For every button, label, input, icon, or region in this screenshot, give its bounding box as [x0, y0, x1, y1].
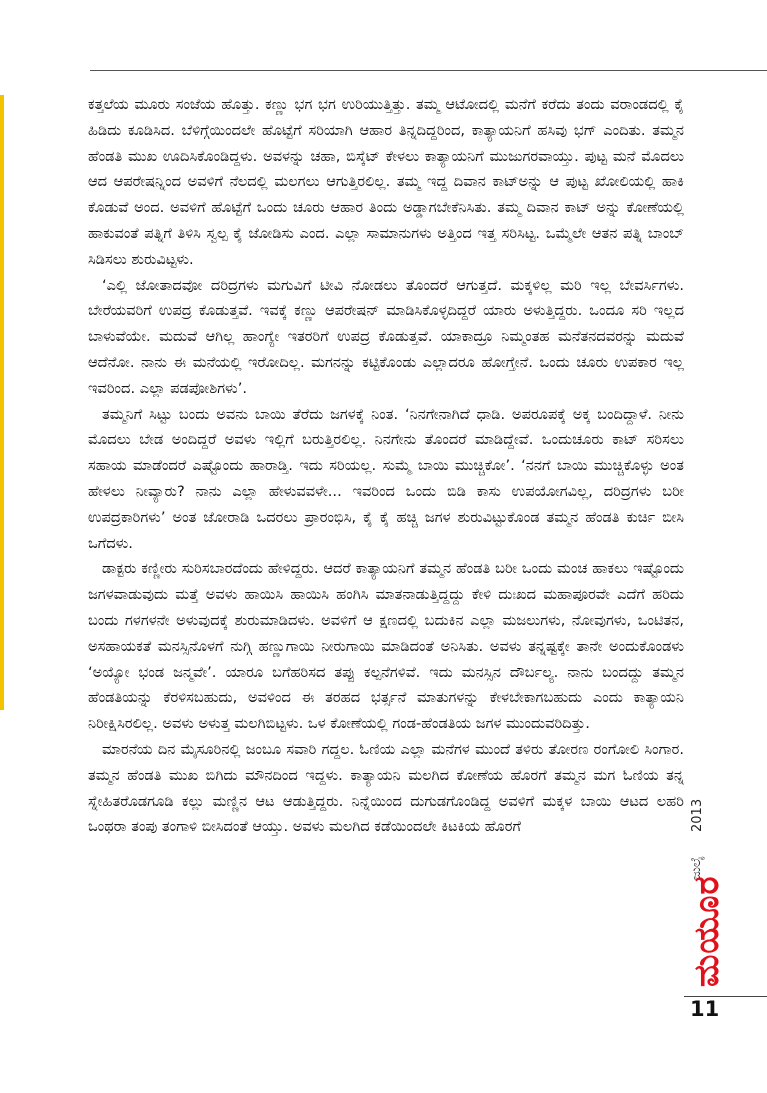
magazine-title: ಮಯೂರ: [687, 875, 727, 987]
issue-month: ಜುಲೈ: [689, 856, 704, 880]
page-number: 11: [690, 997, 720, 1021]
paragraph-5: ಮಾರನೆಯ ದಿನ ಮೈಸೂರಿನಲ್ಲಿ ಜಂಬೂ ಸವಾರಿ ಗದ್ದಲ. ಓಣಿಯ ಎಲ್ಲಾ ಮನೆಗಳ ಮುಂದೆ ತಳಿರು ತೋರಣ ರಂಗೋಲಿ ಸಿಂಗಾರ. ತಮ್ಮನ ಹೆಂಡತಿ ಮುಖ ಬಿಗಿದು ಮೌನದಿಂದ ಇದ್ದಳು. ಕಾತ್ಯಾಯನಿ ಮಲಗಿದ ಕೋಣೆಯ ಹೊರಗೆ ತಮ್ಮನ ಮಗ ಓಣಿಯ ತನ್ನ ಸ್ನೇಹಿತರೊಡಗೂಡಿ ಕಲ್ಲು ಮಣ್ಣಿನ ಆಟ ಆಡುತ್ತಿದ್ದರು. ನಿನ್ನೆಯಿಂದ ದುಗುಡಗೊಂಡಿದ್ದ ಅವಳಿಗೆ ಮಕ್ಕಳ ಬಾಯಿ ಆಟದ ಲಹರಿ ಒಂಥರಾ ತಂಪು ತಂಗಾಳಿ ಬೀಸಿದಂತೆ ಆಯ್ತು. ಅವಳು ಮಲಗಿದ ಕಡೆಯಿಂದಲೇ ಕಿಟಕಿಯ ಹೊರಗೆ: [88, 740, 684, 836]
top-rule: [90, 70, 767, 71]
issue-year: 2013: [690, 798, 705, 832]
paragraph-3: ತಮ್ಮನಿಗೆ ಸಿಟ್ಟು ಬಂದು ಅವನು ಬಾಯಿ ತೆರೆದು ಜಗಳಕ್ಕೆ ನಿಂತ. ‘ನಿನಗೇನಾಗಿದೆ ಧಾಡಿ. ಅಪರೂಪಕ್ಕೆ ಅಕ್ಕ ಬಂದಿದ್ದಾಳೆ. ನೀನು ಮೊದಲು ಬೇಡ ಅಂದಿದ್ದರೆ ಅವಳು ಇಲ್ಲಿಗೆ ಬರುತ್ತಿರಲಿಲ್ಲ. ನಿನಗೇನು ತೊಂದರೆ ಮಾಡಿದ್ದೇವೆ. ಒಂದುಚೂರು ಕಾಟ್ ಸರಿಸಲು ಸಹಾಯ ಮಾಡೆಂದರೆ ಎಷ್ಟೊಂದು ಹಾರಾಡ್ತಿ. ಇದು ಸರಿಯಲ್ಲ. ಸುಮ್ಮೆ ಬಾಯಿ ಮುಚ್ಚಿಕೋ’. ‘ನನಗೆ ಬಾಯಿ ಮುಚ್ಚಿಕೊಳ್ಳು ಅಂತ ಹೇಳಲು ನೀವ್ಯಾರು? ನಾನು ಎಲ್ಲಾ ಹೇಳುವವಳೇ... ಇವರಿಂದ ಒಂದು ಬಿಡಿ ಕಾಸು ಉಪಯೋಗವಿಲ್ಲ, ದರಿದ್ರಗಳು ಬರೀ ಉಪದ್ರಕಾರಿಗಳು’ ಅಂತ ಜೋರಾಡಿ ಒದರಲು ಪ್ರಾರಂಭಿಸಿ, ಕೈ ಕೈ ಹಚ್ಚಿ ಜಗಳ ಶುರುವಿಟ್ಟುಕೊಂಡ ತಮ್ಮನ ಹೆಂಡತಿ ಕುರ್ಚಿ ಬೀಸಿ ಒಗೆದಳು.: [88, 405, 684, 552]
left-edge-stripe: [0, 95, 4, 710]
article-body: [88, 92, 684, 840]
paragraph-1: ಕತ್ತಲೆಯ ಮೂರು ಸಂಜೆಯ ಹೊತ್ತು. ಕಣ್ಣು ಭಗ ಭಗ ಉರಿಯುತ್ತಿತ್ತು. ತಮ್ಮ ಆಟೋದಲ್ಲಿ ಮನೆಗೆ ಕರೆದು ತಂದು ವರಾಂಡದಲ್ಲಿ ಕೈ ಹಿಡಿದು ಕೂಡಿಸಿದ. ಬೆಳಿಗ್ಗೆಯಿಂದಲೇ ಹೊಟ್ಟೆಗೆ ಸರಿಯಾಗಿ ಆಹಾರ ತಿನ್ನದಿದ್ದರಿಂದ, ಕಾತ್ಯಾಯನಿಗೆ ಹಸಿವು ಭಗ್ ಎಂದಿತು. ತಮ್ಮನ ಹೆಂಡತಿ ಮುಖ ಊದಿಸಿಕೊಂಡಿದ್ದಳು. ಅವಳನ್ನು ಚಹಾ, ಬಿಸ್ಕೆಟ್ ಕೇಳಲು ಕಾತ್ಯಾಯನಿಗೆ ಮುಜುಗರವಾಯ್ತು. ಪುಟ್ಟ ಮನೆ ಮೊದಲು ಆದ ಆಪರೇಷನ್ನಿಂದ ಅವಳಿಗೆ ನೆಲದಲ್ಲಿ ಮಲಗಲು ಆಗುತ್ತಿರಲಿಲ್ಲ. ತಮ್ಮ ಇದ್ದ ದಿವಾನ ಕಾಟ್‌ಅನ್ನು ಆ ಪುಟ್ಟ ಖೋಲಿಯಲ್ಲಿ ಹಾಕಿ ಕೊಡುವೆ ಅಂದ. ಅವಳಿಗೆ ಹೊಟ್ಟೆಗೆ ಒಂದು ಚೂರು ಆಹಾರ ತಿಂದು ಅಡ್ಡಾಗಬೇಕೆನಿಸಿತು. ತಮ್ಮ ದಿವಾನ ಕಾಟ್ ಅನ್ನು ಕೋಣೆಯಲ್ಲಿ ಹಾಕುವಂತೆ ಪತ್ನಿಗೆ ತಿಳಿಸಿ ಸ್ವಲ್ಪ ಕೈ ಜೋಡಿಸು ಎಂದ. ಎಲ್ಲಾ ಸಾಮಾನುಗಳು ಅತ್ತಿಂದ ಇತ್ತ ಸರಿಸಿಟ್ಟ. ಒಮ್ಮೆಲೇ ಆತನ ಪತ್ನಿ ಬಾಂಬ್ ಸಿಡಿಸಲು ಶುರುವಿಟ್ಟಳು.: [88, 96, 684, 268]
paragraph-4: ಡಾಕ್ಟರು ಕಣ್ಣೀರು ಸುರಿಸಬಾರದೆಂದು ಹೇಳಿದ್ದರು. ಆದರೆ ಕಾತ್ಯಾಯನಿಗೆ ತಮ್ಮನ ಹೆಂಡತಿ ಬರೀ ಒಂದು ಮಂಚ ಹಾಕಲು ಇಷ್ಟೊಂದು ಜಗಳವಾಡುವುದು ಮತ್ತೆ ಅವಳು ಹಾಯಿಸಿ ಹಾಯಿಸಿ ಹಂಗಿಸಿ ಮಾತನಾಡುತ್ತಿದ್ದದ್ದು ಕೇಳಿ ದುಃಖದ ಮಹಾಪೂರವೇ ಎದೆಗೆ ಹರಿದು ಬಂದು ಗಳಗಳನೇ ಅಳುವುದಕ್ಕೆ ಶುರುಮಾಡಿದಳು. ಅವಳಿಗೆ ಆ ಕ್ಷಣದಲ್ಲಿ ಬದುಕಿನ ಎಲ್ಲಾ ಮಜಲುಗಳು, ನೋವುಗಳು, ಒಂಟಿತನ, ಅಸಹಾಯಕತೆ ಮನಸ್ಸಿನೊಳಗೆ ನುಗ್ಗಿ ಹಣ್ಣುಗಾಯಿ ನೀರುಗಾಯಿ ಮಾಡಿದಂತೆ ಅನಿಸಿತು. ಅವಳು ತನ್ನಷ್ಟಕ್ಕೇ ತಾನೇ ಅಂದುಕೊಂಡಳು ‘ಅಯ್ಯೋ ಭಂಡ ಜನ್ಮವೇ’. ಯಾರೂ ಬಗೆಹರಿಸದ ತಪ್ಪು ಕಲ್ಪನೆಗಳಿವೆ. ಇದು ಮನಸ್ಸಿನ ದೌರ್ಬಲ್ಯ. ನಾನು ಬಂದದ್ದು ತಮ್ಮನ ಹೆಂಡತಿಯನ್ನು ಕೆರಳಿಸಬಹುದು, ಅವಳಿಂದ ಈ ತರಹದ ಭರ್ತ್ಸನೆ ಮಾತುಗಳನ್ನು ಕೇಳಬೇಕಾಗಬಹುದು ಎಂದು ಕಾತ್ಯಾಯನಿ ನಿರೀಕ್ಷಿಸಿರಲಿಲ್ಲ. ಅವಳು ಅಳುತ್ತ ಮಲಗಿಬಿಟ್ಟಳು. ಒಳ ಕೋಣೆಯಲ್ಲಿ ಗಂಡ-ಹೆಂಡತಿಯ ಜಗಳ ಮುಂದುವರಿದಿತ್ತು.: [88, 560, 684, 733]
paragraph-2: ‘ಎಲ್ಲಿ ಜೋತಾದವೋ ದರಿದ್ರಗಳು ಮಗುವಿಗೆ ಟೀವಿ ನೋಡಲು ತೊಂದರೆ ಆಗುತ್ತದೆ. ಮಕ್ಕಳಿಲ್ಲ ಮರಿ ಇಲ್ಲ ಬೇವರ್ಸಿಗಳು. ಬೇರೆಯವರಿಗೆ ಉಪದ್ರ ಕೊಡುತ್ತವೆ. ಇವಕ್ಕೆ ಕಣ್ಣು ಆಪರೇಷನ್ ಮಾಡಿಸಿಕೊಳ್ಳದಿದ್ದರೆ ಯಾರು ಅಳುತ್ತಿದ್ದರು. ಒಂದೂ ಸರಿ ಇಲ್ಲದ ಬಾಳುವೆಯೇ. ಮದುವೆ ಆಗಿಲ್ಲ ಹಾಂಗ್ಯೇ ಇತರರಿಗೆ ಉಪದ್ರ ಕೊಡುತ್ತವೆ. ಯಾಕಾದ್ರೂ ನಿಮ್ಮಂತಹ ಮನೆತನದವರನ್ನು ಮದುವೆ ಆದೆನೋ. ನಾನು ಈ ಮನೆಯಲ್ಲಿ ಇರೋದಿಲ್ಲ. ಮಗನನ್ನು ಕಟ್ಟಿಕೊಂಡು ಎಲ್ಲಾದರೂ ಹೋಗ್ತೇನೆ. ಒಂದು ಚೂರು ಉಪಕಾರ ಇಲ್ಲ ಇವರಿಂದ. ಎಲ್ಲಾ ಪಡಪೋಶಿಗಳು’.: [88, 276, 684, 397]
